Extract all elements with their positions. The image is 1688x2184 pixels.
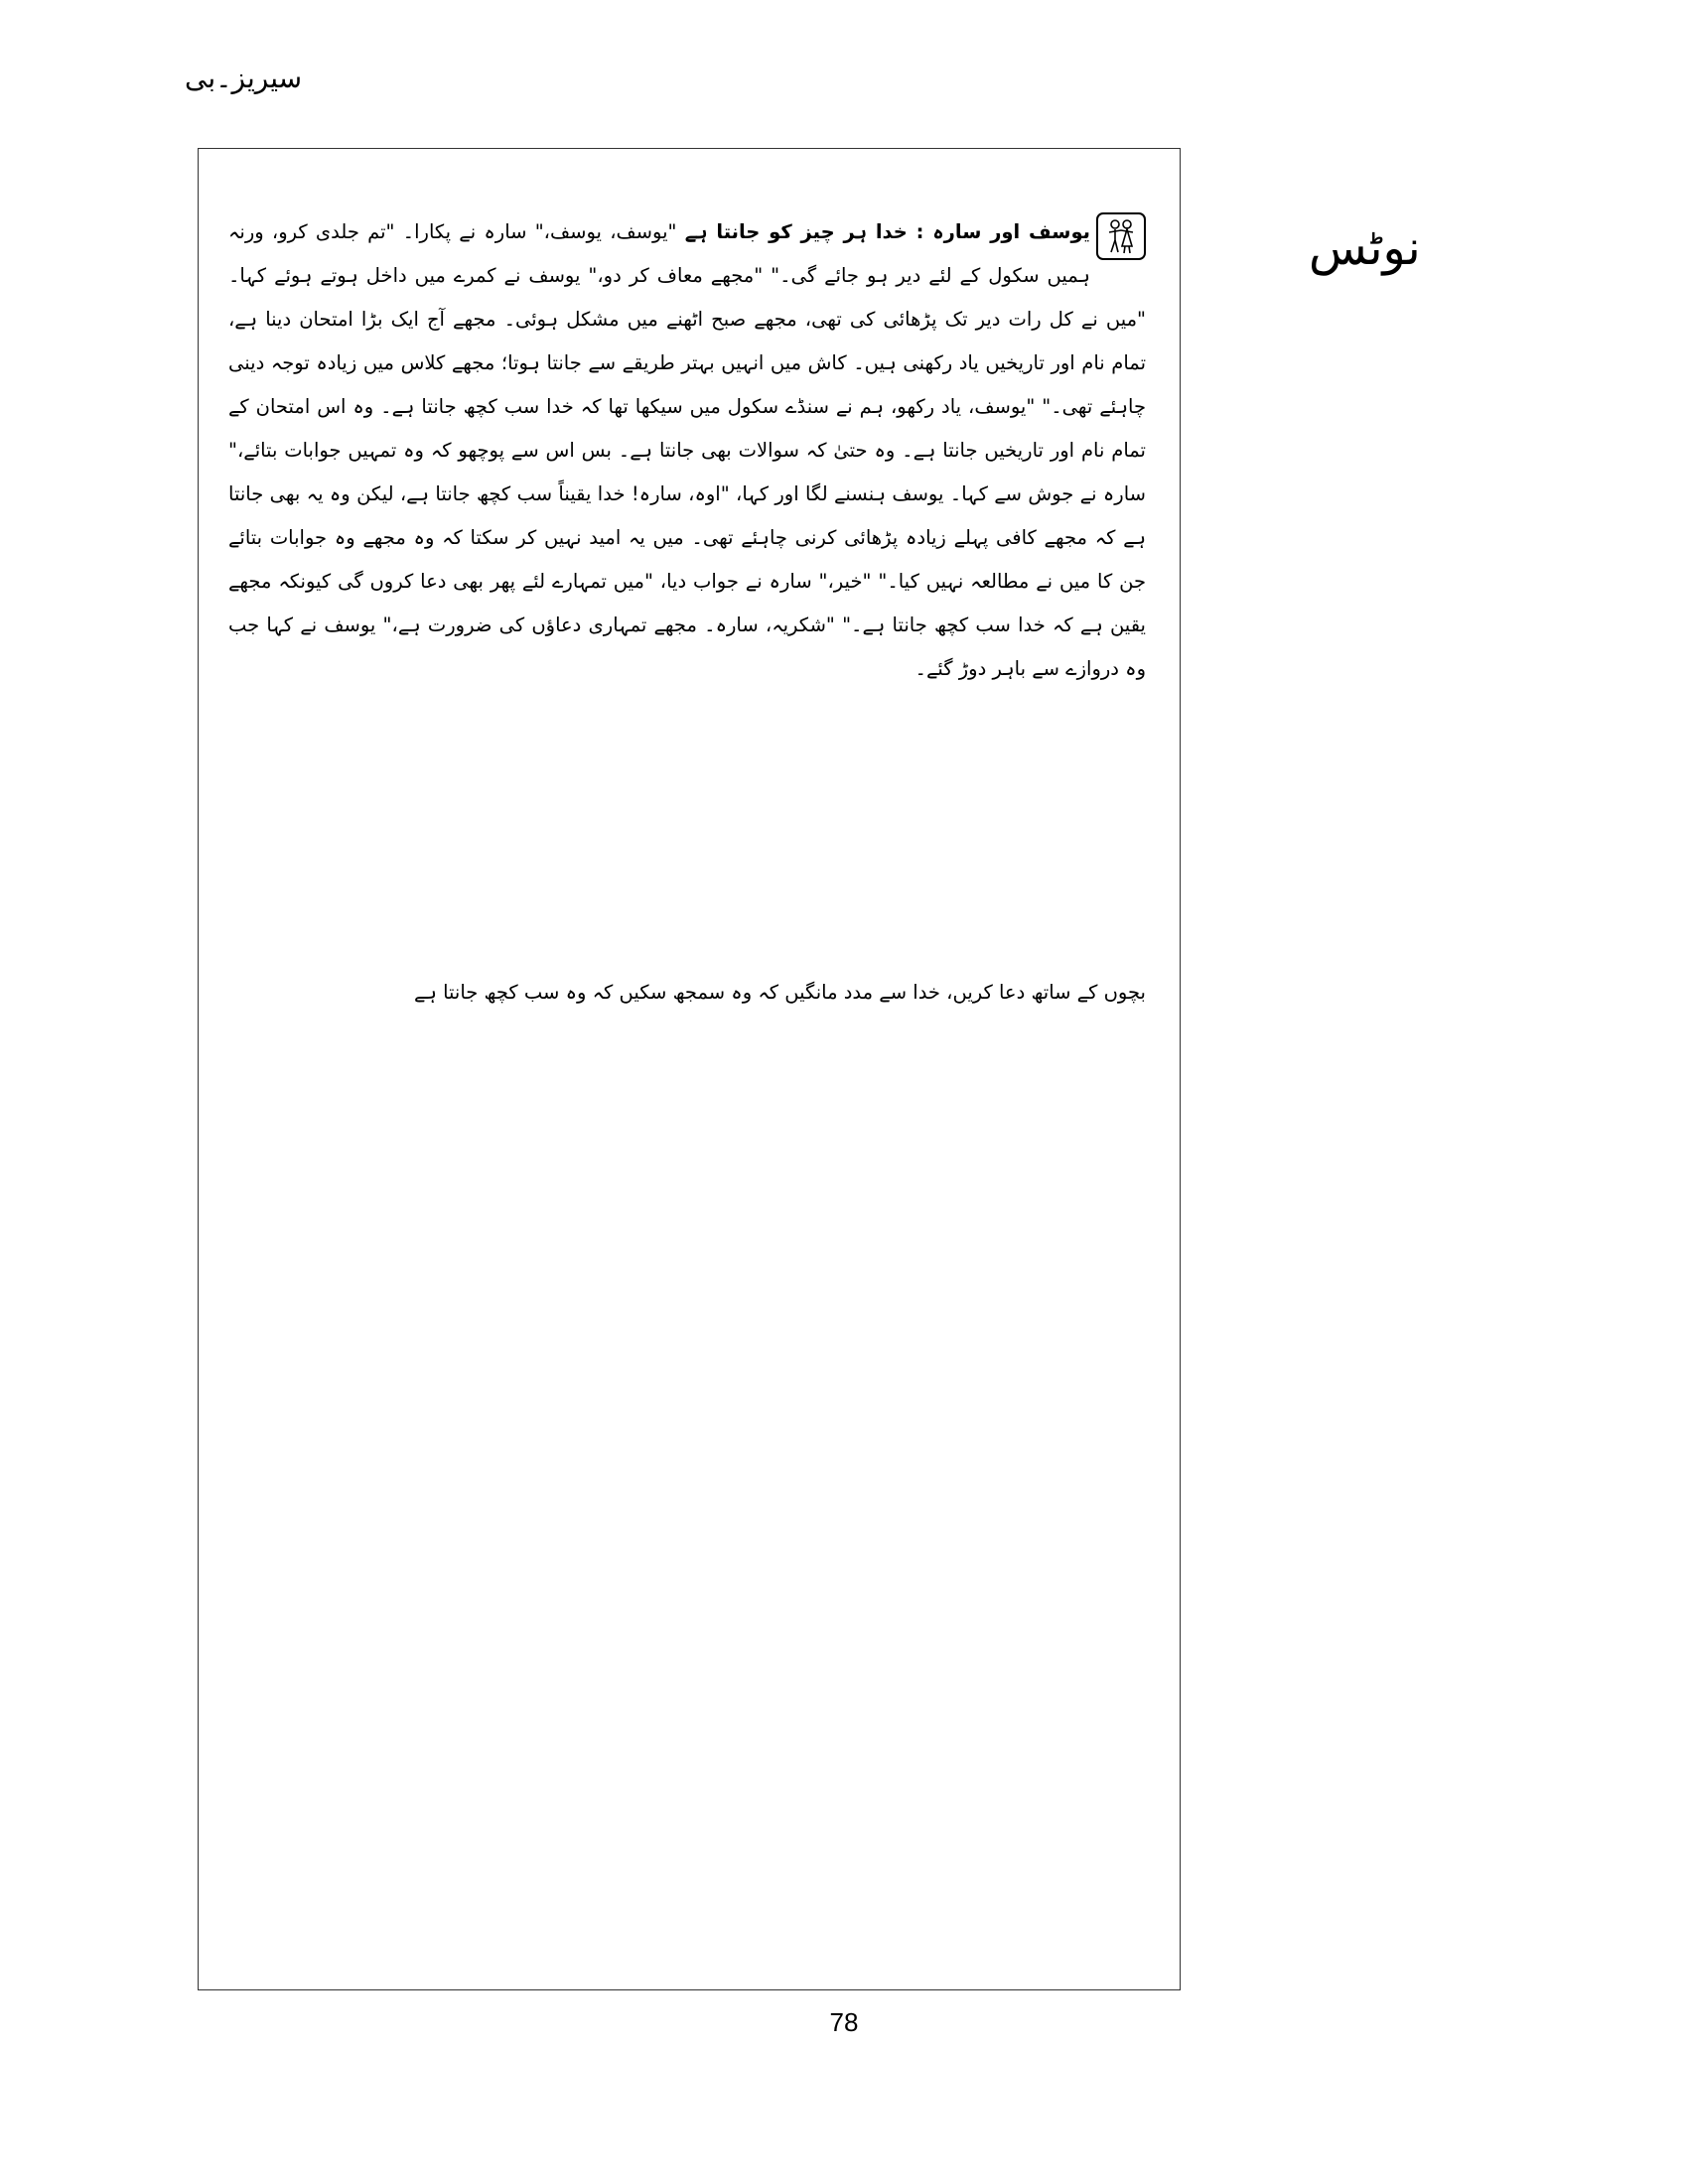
story-body: "یوسف، یوسف،" سارہ نے پکارا۔ "تم جلدی کرو، ورنہ ہمیں سکول کے لئے دیر ہو جائے گی۔" "مجھے معاف کر دو،" یوسف نے کمرے میں داخل ہوتے ہوئے کہا۔ "میں نے کل رات دیر تک پڑھائی کی تھی، مجھے صبح اٹھنے میں مشکل ہوئی۔ مجھے آج ایک بڑا امتحان دینا ہے، تمام نام اور تاریخیں یاد رکھنی ہیں۔ کاش میں انہیں بہتر طریقے سے جانتا ہوتا؛ مجھے کلاس میں زیادہ توجہ دینی چاہئے تھی۔" "یوسف، یاد رکھو، ہم نے سنڈے سکول میں سیکھا تھا کہ خدا سب کچھ جانتا ہے۔ وہ اس امتحان کے تمام نام اور تاریخیں جانتا ہے۔ وہ حتیٰ کہ سوالات بھی جانتا ہے۔ بس اس سے پوچھو کہ وہ تمہیں جوابات بتائے،" سارہ نے جوش سے کہا۔ یوسف ہنسنے لگا اور کہا، "اوہ، سارہ! خدا یقیناً سب کچھ جانتا ہے، لیکن وہ یہ بھی جانتا ہے کہ مجھے کافی پہلے زیادہ پڑھائی کرنی چاہئے تھی۔ میں یہ امید نہیں کر سکتا کہ وہ مجھے وہ جوابات بتائے جن کا میں نے مطالعہ نہیں کیا۔" "خیر،" سارہ نے جواب دیا، "میں تمہارے لئے پھر بھی دعا کروں گی کیونکہ مجھے یقین ہے کہ خدا سب کچھ جانتا ہے۔" "شکریہ، سارہ۔ مجھے تمہاری دعاؤں کی ضرورت ہے،" یوسف نے کہا جب وہ دروازے سے باہر دوڑ گئے۔ (228, 220, 1146, 680)
notes-heading: نوٹس (1309, 220, 1421, 276)
children-icon (1096, 212, 1146, 260)
series-label: سیریز۔بی (185, 62, 303, 94)
prayer-instruction: بچوں کے ساتھ دعا کریں، خدا سے مدد مانگیں کہ وہ سمجھ سکیں کہ وہ سب کچھ جانتا ہے (414, 981, 1146, 1004)
lesson-frame (198, 148, 1181, 1990)
story-paragraph (228, 210, 1146, 691)
page-number: 78 (829, 2007, 859, 2037)
story-title: یوسف اور سارہ : خدا ہر چیز کو جانتا ہے (684, 220, 1090, 243)
